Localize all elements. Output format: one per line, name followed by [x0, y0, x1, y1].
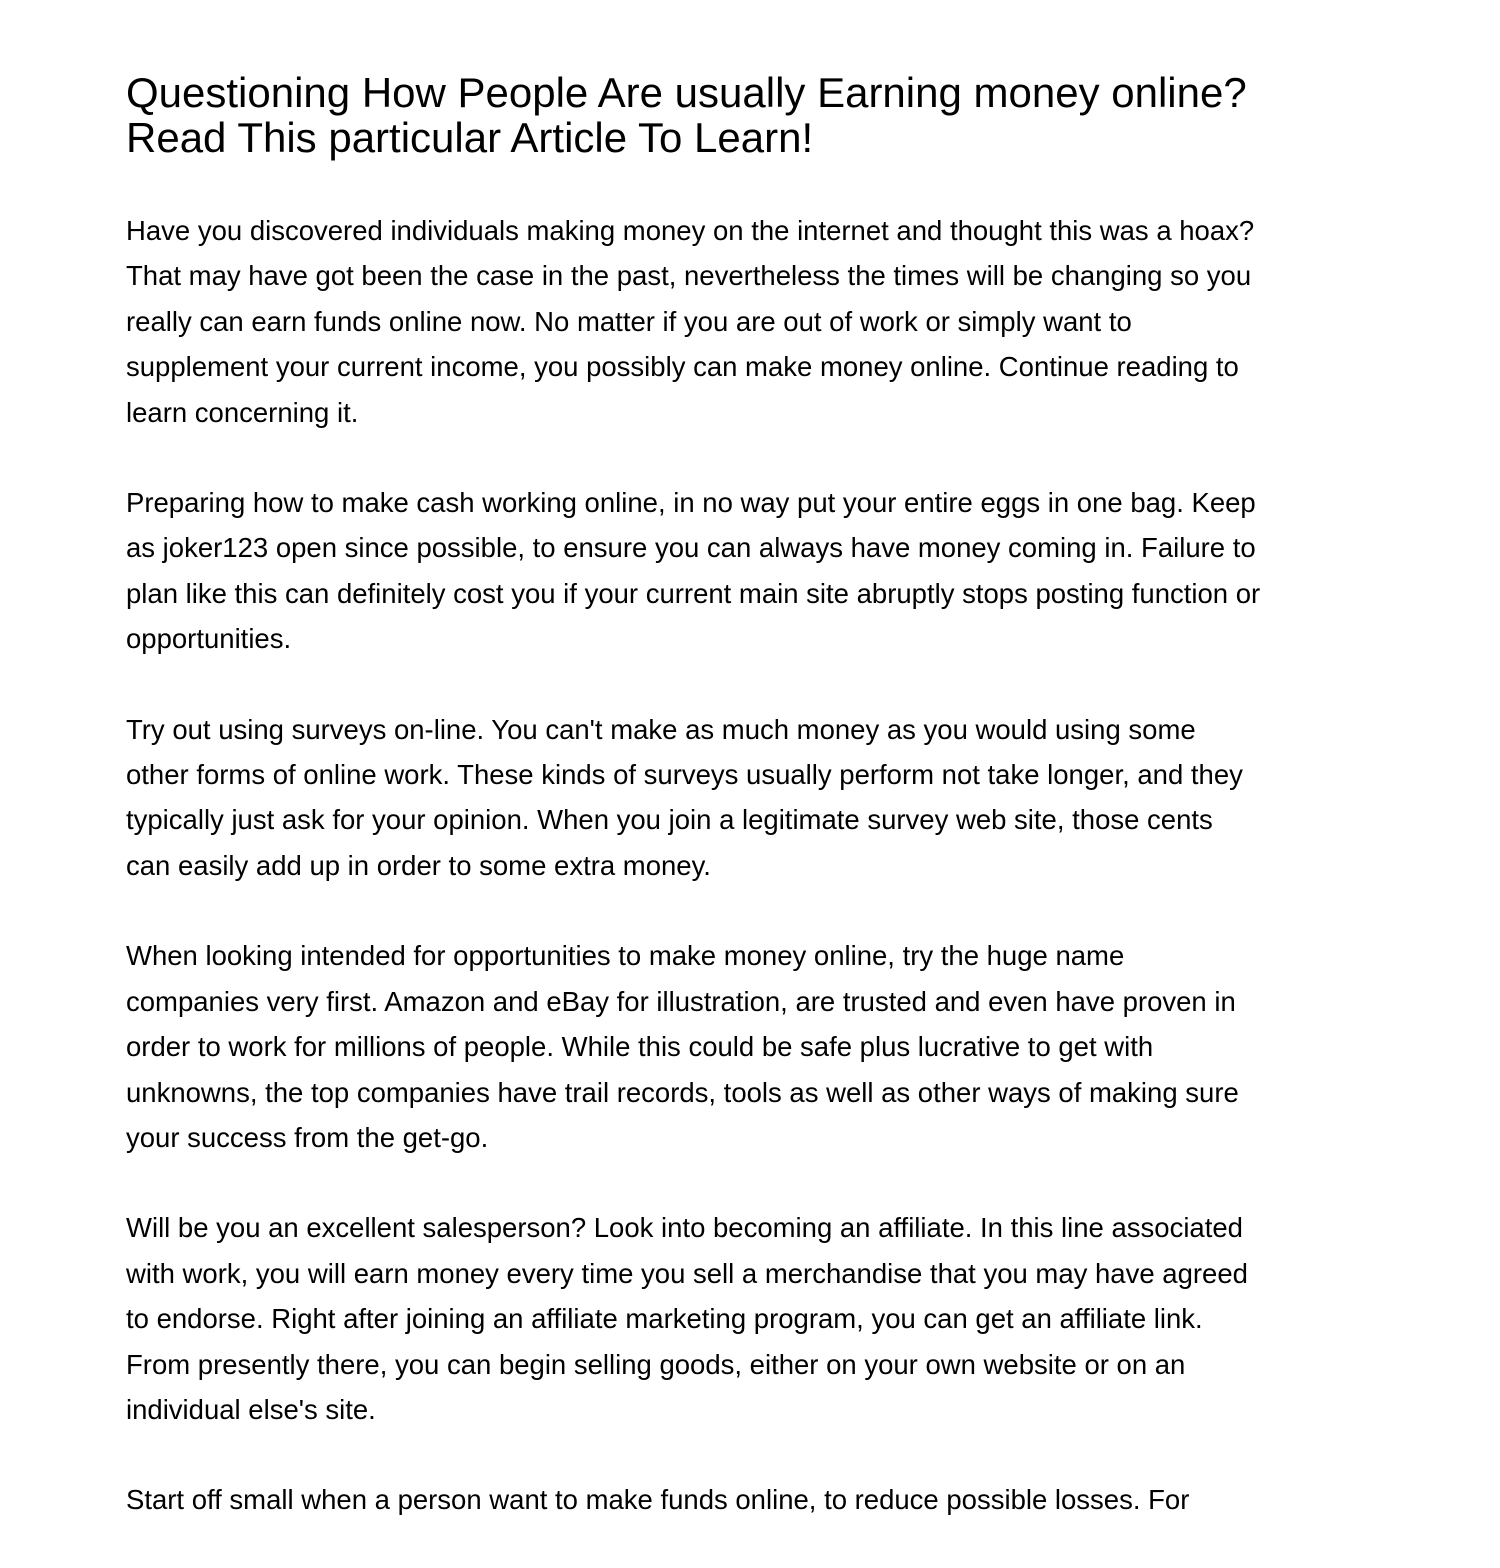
paragraph: Preparing how to make cash working online, in no way put your entire eggs in one bag. Keep as joker123 open since possible, to ensure you can always have money coming in. Failure to plan like this can definitely cost you if your current main site abruptly stops posting function or opportunities. [126, 487, 1261, 655]
paragraph: Start off small when a person want to make funds online, to reduce possible losses. For [126, 1484, 1190, 1516]
document-title: Questioning How People Are usually Earning money online? Read This particular Article To Learn! [126, 69, 1247, 161]
paragraph: Try out using surveys on-line. You can't make as much money as you would using some other forms of online work. These kinds of surveys usually perform not take longer, and they typically just ask for your opinion. When you join a legitimate survey web site, those cents can easily add up in order to some extra money. [126, 713, 1243, 881]
paragraph: Have you discovered individuals making money on the internet and thought this was a hoax? That may have got been the case in the past, nevertheless the times will be changing so you really can earn funds online now. No matter if you are out of work or simply want to supplement your current income, you possibly can make money online. Continue reading to learn concerning it. [126, 215, 1255, 428]
paragraph: When looking intended for opportunities to make money online, try the huge name companies very first. Amazon and eBay for illustration, are trusted and even have proven in order to work for millions of people. While this could be safe plus lucrative to get with unknowns, the top companies have trail records, tools as well as other ways of making sure your success from the get-go. [126, 940, 1239, 1153]
paragraph: Will be you an excellent salesperson? Look into becoming an affiliate. In this line associated with work, you will earn money every time you sell a merchandise that you may have agreed to endorse. Right after joining an affiliate marketing program, you can get an affiliate link. From presently there, you can begin selling goods, either on your own website or on an individual else's site. [126, 1212, 1248, 1425]
document-page [126, 70, 1396, 1568]
